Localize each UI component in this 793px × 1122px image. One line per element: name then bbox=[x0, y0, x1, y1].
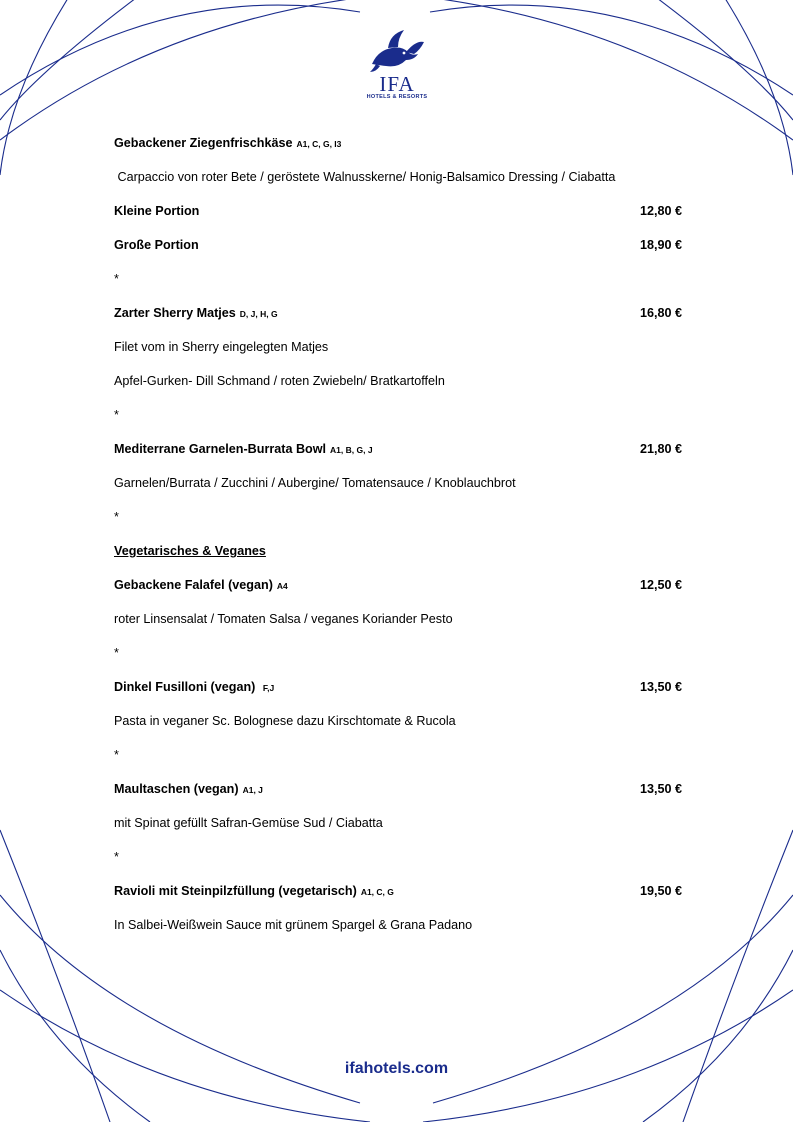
menu-item-description bbox=[114, 337, 682, 371]
menu-separator bbox=[114, 847, 682, 881]
fish-logo-icon bbox=[368, 28, 426, 74]
menu-item-allergens: A4 bbox=[276, 581, 288, 591]
menu-item-price: 12,50 € bbox=[639, 578, 682, 592]
menu-item-description bbox=[114, 371, 682, 405]
menu-item bbox=[114, 575, 682, 609]
menu-item-name: Mediterrane Garnelen-Burrata Bowl bbox=[114, 442, 327, 456]
menu-item bbox=[114, 235, 682, 269]
menu-item bbox=[114, 677, 682, 711]
menu-item-description-text: Pasta in veganer Sc. Bolognese dazu Kirschtomate & Rucola bbox=[114, 714, 456, 728]
menu-item-name: Dinkel Fusilloni (vegan) bbox=[114, 680, 259, 694]
menu-item-name: Ravioli mit Steinpilzfüllung (vegetarisch) bbox=[114, 884, 357, 898]
menu-separator bbox=[114, 405, 682, 439]
menu-item-name: Kleine Portion bbox=[114, 204, 200, 218]
menu-item bbox=[114, 881, 682, 915]
menu-item-description-text: Carpaccio von roter Bete / geröstete Walnusskerne/ Honig-Balsamico Dressing / Ciabatta bbox=[114, 170, 616, 184]
menu-separator bbox=[114, 507, 682, 541]
menu-item bbox=[114, 201, 682, 235]
menu-separator bbox=[114, 269, 682, 303]
menu-item-price: 18,90 € bbox=[639, 238, 682, 252]
menu-item-description bbox=[114, 813, 682, 847]
section-heading-text: Vegetarisches & Veganes bbox=[114, 544, 266, 558]
menu-item-description-text: Filet vom in Sherry eingelegten Matjes bbox=[114, 340, 329, 354]
brand-name: IFA bbox=[379, 72, 415, 96]
section-heading bbox=[114, 541, 682, 575]
menu-item-description-text: In Salbei-Weißwein Sauce mit grünem Spargel & Grana Padano bbox=[114, 918, 473, 932]
menu-item-name: Zarter Sherry Matjes bbox=[114, 306, 236, 320]
menu-item-allergens: A1, C, G bbox=[360, 887, 394, 897]
menu-item-description bbox=[114, 609, 682, 643]
menu-separator bbox=[114, 745, 682, 779]
menu-separator-text: * bbox=[114, 272, 119, 286]
menu-separator-text: * bbox=[114, 510, 119, 524]
menu-item-price: 16,80 € bbox=[639, 306, 682, 320]
menu-item-description bbox=[114, 473, 682, 507]
menu-item-name: Maultaschen (vegan) bbox=[114, 782, 239, 796]
menu-separator bbox=[114, 643, 682, 677]
menu-separator-text: * bbox=[114, 408, 119, 422]
menu-item-price: 21,80 € bbox=[639, 442, 682, 456]
menu-item-name: Gebackener Ziegenfrischkäse bbox=[114, 136, 293, 150]
menu-item-allergens: D, J, H, G bbox=[239, 309, 278, 319]
menu-item-name: Große Portion bbox=[114, 238, 199, 252]
menu-separator-text: * bbox=[114, 850, 119, 864]
menu-item-allergens: A1, B, G, J bbox=[330, 445, 373, 455]
menu-separator-text: * bbox=[114, 646, 119, 660]
logo bbox=[356, 28, 438, 102]
menu-item-description bbox=[114, 167, 682, 201]
menu-item-description-text: mit Spinat gefüllt Safran-Gemüse Sud / Ciabatta bbox=[114, 816, 383, 830]
menu-item bbox=[114, 303, 682, 337]
menu-item-description bbox=[114, 711, 682, 745]
footer-website-link[interactable]: ifahotels.com bbox=[344, 1060, 449, 1077]
menu-item bbox=[114, 779, 682, 813]
menu-item-price: 13,50 € bbox=[639, 680, 682, 694]
menu-item bbox=[114, 133, 682, 167]
menu-item-price: 19,50 € bbox=[639, 884, 682, 898]
brand-subtitle: HOTELS & RESORTS bbox=[366, 94, 428, 100]
menu-item-price: 13,50 € bbox=[639, 782, 682, 796]
menu-item-description bbox=[114, 915, 682, 949]
menu-separator-text: * bbox=[114, 748, 119, 762]
menu-item-description-text: Apfel-Gurken- Dill Schmand / roten Zwiebeln/ Bratkartoffeln bbox=[114, 374, 445, 388]
menu-item-allergens: A1, J bbox=[242, 785, 263, 795]
menu-list bbox=[114, 133, 682, 949]
menu-item-allergens: A1, C, G, I3 bbox=[296, 139, 342, 149]
menu-item-name: Gebackene Falafel (vegan) bbox=[114, 578, 273, 592]
menu-item-description-text: roter Linsensalat / Tomaten Salsa / veganes Koriander Pesto bbox=[114, 612, 453, 626]
menu-item-price: 12,80 € bbox=[639, 204, 682, 218]
menu-item-allergens: F,J bbox=[262, 683, 275, 693]
menu-item-description-text: Garnelen/Burrata / Zucchini / Aubergine/ Tomatensauce / Knoblauchbrot bbox=[114, 476, 516, 490]
menu-item bbox=[114, 439, 682, 473]
